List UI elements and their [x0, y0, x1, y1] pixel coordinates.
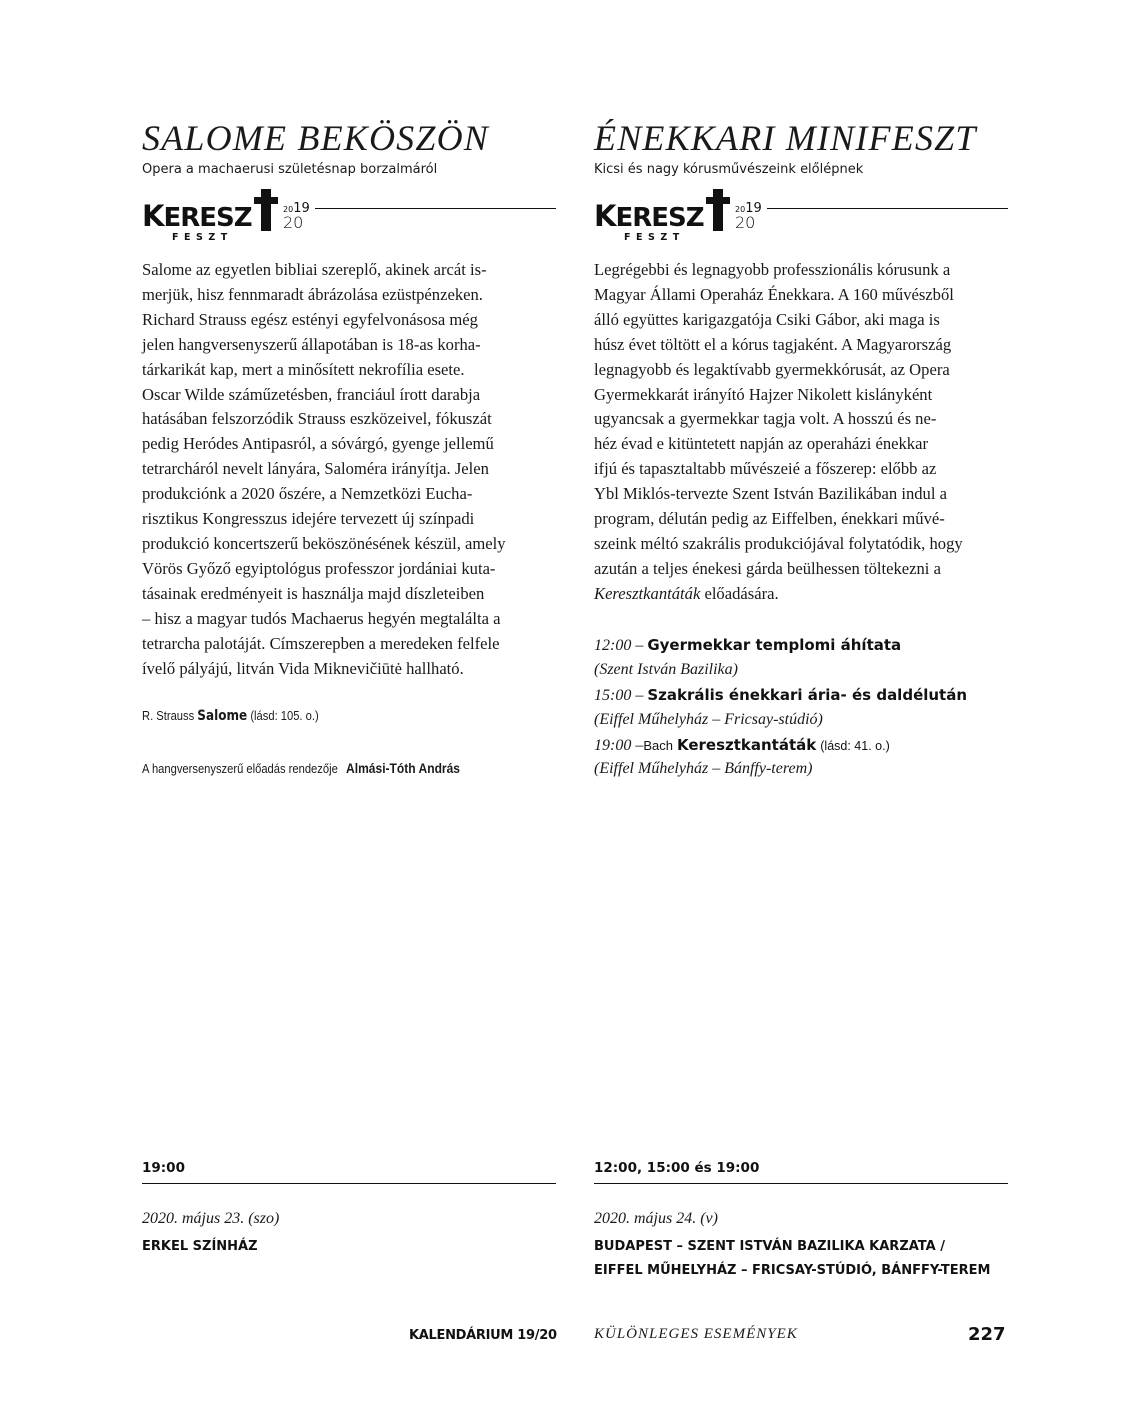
work-title-italic: Keresztkantáták: [594, 583, 701, 603]
body-line: Oscar Wilde száműzetésben, franciául írott darabja: [142, 384, 481, 404]
logo-year-bottom: 20: [283, 213, 304, 232]
program-composer: Bach: [643, 737, 673, 753]
body-line: álló együttes karigazgatója Csiki Gábor, aki maga is: [594, 309, 940, 329]
footer-section: KÜLÖNLEGES ESEMÉNYEK: [594, 1326, 798, 1342]
venue-line: BUDAPEST – SZENT ISTVÁN BAZILIKA KARZATA /: [594, 1239, 945, 1254]
program-reference: (lásd: 41. o.): [820, 738, 890, 753]
body-line: Salome az egyetlen bibliai szereplő, akinek arcát is-: [142, 260, 487, 279]
body-line: tárkarikát kap, mert a minősített nekrofília esete.: [142, 359, 465, 379]
article-body: [594, 258, 1014, 607]
event-date: 2020. május 23. (szo): [142, 1210, 280, 1227]
cross-bar: [254, 197, 278, 204]
venue-line: ERKEL SZÍNHÁZ: [142, 1239, 258, 1254]
director-credit: [142, 760, 460, 776]
program-venue: (Eiffel Műhelyház – Fricsay-stúdió): [594, 710, 823, 728]
body-line: Ybl Miklós-tervezte Szent István Bazilikában indul a: [594, 484, 947, 504]
body-line: ívelő pályájú, litván Vida Miknevičiūtė hallható.: [142, 658, 464, 678]
body-line: jelen hangversenyszerű állapotában is 18-as korha-: [142, 334, 481, 354]
logo-year-top: 2019: [735, 201, 762, 216]
event-venue: [142, 1235, 258, 1259]
director-label: A hangversenyszerű előadás rendezője: [142, 761, 338, 776]
event-date: 2020. május 24. (v): [594, 1210, 718, 1227]
article-title: SALOME BEKÖSZÖN: [142, 118, 490, 158]
program-title: Szakrális énekkari ária- és daldélután: [647, 685, 968, 704]
program-list: [594, 633, 1014, 782]
program-time: 12:00: [594, 637, 632, 654]
cross-icon: [261, 189, 271, 231]
body-line: tetrarcha palotáját. Címszerepben a meredeken felfele: [142, 633, 500, 653]
body-line: hatásában felszorzódik Strauss eszközeivel, fókuszát: [142, 409, 492, 429]
program-venue: (Eiffel Műhelyház – Bánffy-terem): [594, 760, 813, 778]
body-line: Richard Strauss egész estényi egyfelvonásosa még: [142, 309, 478, 329]
article-subtitle: Opera a machaerusi születésnap borzalmáról: [142, 162, 438, 177]
program-time: 19:00: [594, 736, 632, 754]
program-dash: –: [635, 637, 644, 654]
body-line: produkció koncertszerű beköszönésének készül, amely: [142, 533, 506, 553]
event-time: 12:00, 15:00 és 19:00: [594, 1160, 760, 1176]
program-title: Keresztkantáták: [676, 735, 817, 754]
body-line: legnagyobb és legaktívabb gyermekkórusát, az Opera: [594, 359, 950, 379]
logo-wordmark: KERESZ: [594, 199, 704, 233]
cross-icon: [713, 189, 723, 231]
program-dash: –: [635, 736, 644, 754]
body-line: merjük, hisz fennmaradt ábrázolása ezüstpénzeken.: [142, 284, 483, 304]
body-line: héz évad e kitüntetett napján az operaházi énekkar: [594, 434, 928, 454]
body-line: – hisz a magyar tudós Machaerus hegyén megtalálta a: [142, 608, 501, 628]
body-line-rest: előadására.: [700, 583, 779, 603]
article-subtitle: Kicsi és nagy kórusművészeink előlépnek: [594, 162, 864, 177]
event-venue: [594, 1235, 990, 1283]
body-line: szeink méltó szakrális produkciójával folytatódik, hogy: [594, 533, 963, 553]
body-line: produkciónk a 2020 őszére, a Nemzetközi Eucha-: [142, 484, 473, 504]
divider-rule: [594, 1183, 1008, 1184]
keresztfeszt-logo: [142, 189, 310, 245]
venue-line: EIFFEL MŰHELYHÁZ – FRICSAY-STÚDIÓ, BÁNFFY-TEREM: [594, 1263, 991, 1278]
logo-subword: FESZT: [624, 232, 685, 243]
work-title: Salome: [197, 708, 248, 724]
page-number: 227: [968, 1324, 1006, 1345]
logo-year-bottom: 20: [735, 213, 756, 232]
divider-rule: [767, 208, 1008, 209]
body-line: ugyancsak a gyermekkar tagja volt. A hosszú és ne-: [594, 409, 937, 429]
program-item: [594, 733, 1014, 758]
body-line: Legrégebbi és legnagyobb professzionális kórusunk a: [594, 260, 951, 279]
body-line: Gyermekkarát irányító Hajzer Nikolett kislányként: [594, 384, 933, 404]
program-item: [594, 683, 1014, 708]
program-dash: –: [635, 686, 644, 704]
body-line: Vörös Győző egyiptológus professzor jordániai kuta-: [142, 558, 496, 578]
logo-wordmark: KERESZ: [142, 199, 252, 233]
body-line: tásainak eredményeit is használja majd díszleteiben: [142, 583, 485, 603]
work-credit: [142, 708, 319, 724]
body-line: program, délután pedig az Eiffelben, énekkari művé-: [594, 509, 945, 529]
program-venue: (Szent István Bazilika): [594, 660, 738, 678]
body-line: pedig Heródes Antipasról, a sóvárgó, gyenge jellemű: [142, 434, 494, 454]
body-line: Magyar Állami Operaház Énekkara. A 160 művészből: [594, 284, 954, 304]
divider-rule: [315, 208, 556, 209]
program-title: Gyermekkar templomi áhítata: [647, 636, 902, 654]
work-reference: (lásd: 105. o.): [250, 708, 319, 723]
director-name: Almási-Tóth András: [346, 760, 461, 776]
body-line: húsz évet töltött el a kórus tagjaként. A Magyarország: [594, 334, 952, 354]
cross-bar: [706, 197, 730, 204]
divider-rule: [142, 1183, 556, 1184]
program-item: [594, 633, 1014, 658]
body-line: risztikus Kongresszus idejére tervezett új színpadi: [142, 509, 475, 529]
article-title: ÉNEKKARI MINIFESZT: [594, 118, 977, 158]
article-body: [142, 258, 562, 681]
body-line: azután a teljes énekesi gárda beülhessen töltekezni a: [594, 558, 941, 578]
body-line: tetrarcháról nevelt lányára, Saloméra irányítja. Jelen: [142, 459, 489, 479]
logo-subword: FESZT: [172, 232, 233, 243]
body-line: ifjú és tapasztaltabb művészeié a főszerep: előbb az: [594, 459, 937, 479]
event-time: 19:00: [142, 1160, 185, 1176]
logo-year-top: 2019: [283, 201, 310, 216]
footer-publication: KALENDÁRIUM 19/20: [409, 1328, 557, 1343]
keresztfeszt-logo: [594, 189, 762, 245]
body-line: [594, 582, 1014, 607]
program-time: 15:00: [594, 686, 632, 704]
work-composer: R. Strauss: [142, 708, 195, 723]
